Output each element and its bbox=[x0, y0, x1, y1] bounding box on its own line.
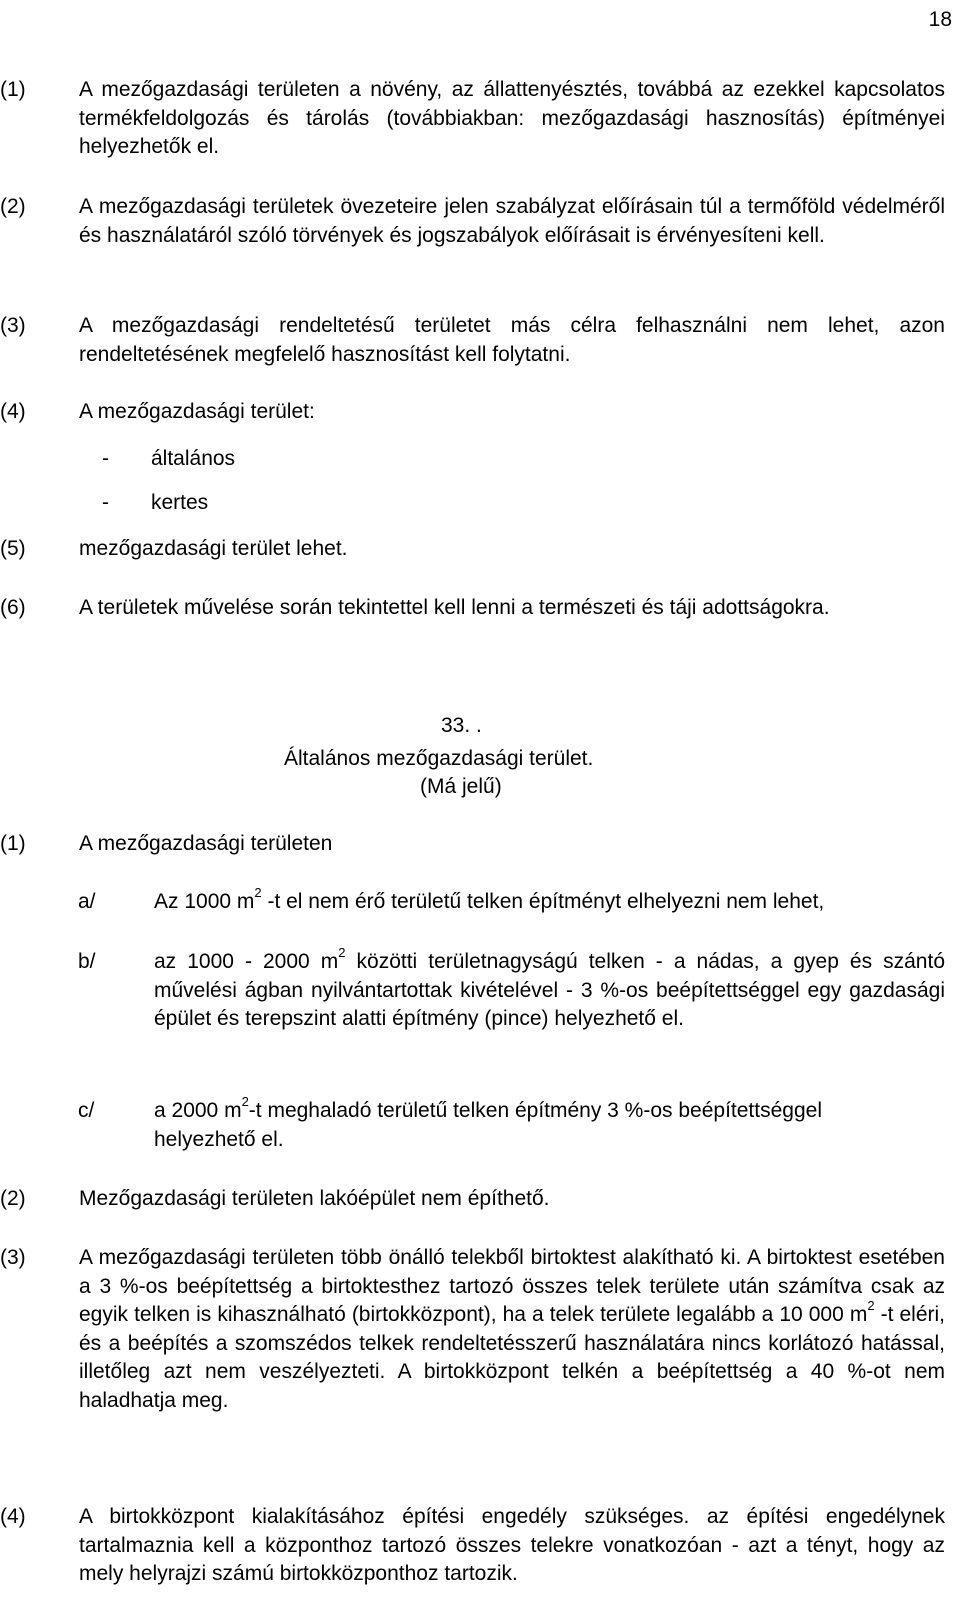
section-title: Általános mezőgazdasági terület. bbox=[284, 747, 594, 770]
paragraph-number: (2) bbox=[0, 1187, 26, 1210]
paragraph-text: Mezőgazdasági területen lakóépület nem építhető. bbox=[79, 1187, 550, 1210]
list-label: kertes bbox=[151, 491, 209, 514]
paragraph-text: A mezőgazdasági területen a növény, az állattenyésztés, továbbá az ezekkel kapcsolatos termékfeldolgozás és tárolás (továbbiakban: mezőgazdasági hasznosítás) építményei helyezhetők el. bbox=[79, 78, 945, 158]
paragraph-number: (2) bbox=[0, 195, 26, 218]
paragraph-3 bbox=[0, 312, 945, 369]
paragraph-text: A területek művelése során tekintettel kell lenni a természeti és táji adottságokra. bbox=[79, 596, 830, 619]
paragraph-number: (4) bbox=[0, 400, 26, 423]
superscript: 2 bbox=[867, 1298, 875, 1313]
list-dash: - bbox=[102, 491, 109, 514]
paragraph-number: (1) bbox=[0, 78, 26, 101]
paragraph-text: A birtokközpont kialakításához építési engedély szükséges. az építési engedélynek tartalmaznia kell a központhoz tartozó összes telekre vonatkozóan - azt a tényt, hogy az mely helyrajzi számú birtokközponthoz tartozik. bbox=[79, 1505, 945, 1585]
sub-item-text: az 1000 - 2000 $m^2$ közötti területnagyságú telken - a nádas, a gyep és szántó művelési ágban nyilvántartottak kivételével - 3 %-os beépítettséggel egy gazdasági épület és terepszint alatti építmény (pince) helyezhető el. bbox=[154, 945, 946, 1030]
paragraph-text: A mezőgazdasági rendeltetésű területet más célra felhasználni nem lehet, azon rendeltetésének megfelelő hasznosítást kell folytatni. bbox=[79, 314, 945, 366]
sub-item-text: a 2000 $m^2-t$ meghaladó területű telken építmény 3 %-os beépítettséggel helyezhető el. bbox=[154, 1094, 822, 1151]
sub-item-label: c/ bbox=[78, 1099, 95, 1122]
paragraph-5 bbox=[0, 535, 945, 564]
section-subtitle: (Má jelű) bbox=[420, 775, 502, 798]
sub-item-a bbox=[78, 885, 908, 917]
paragraph-number: (4) bbox=[0, 1505, 26, 1528]
section-number: 33. . bbox=[441, 714, 482, 737]
paragraph-number: (3) bbox=[0, 314, 26, 337]
list-label: általános bbox=[151, 447, 236, 470]
paragraph-text: A mezőgazdasági terület: bbox=[79, 400, 315, 423]
paragraph-number: (3) bbox=[0, 1246, 26, 1269]
paragraph-4 bbox=[0, 398, 945, 427]
section-paragraph-1 bbox=[0, 830, 945, 859]
paragraph-text: mezőgazdasági terület lehet. bbox=[79, 537, 348, 560]
paragraph-text: A mezőgazdasági területen bbox=[79, 832, 333, 855]
sub-item-label: b/ bbox=[78, 950, 96, 973]
section-paragraph-2 bbox=[0, 1185, 945, 1214]
superscript: 2 bbox=[254, 885, 262, 900]
paragraph-number: (6) bbox=[0, 596, 26, 619]
paragraph-2 bbox=[0, 193, 945, 250]
paragraph-text: A mezőgazdasági területek övezeteire jelen szabályzat előírásain túl a termőföld védelméről és használatáról szóló törvények és jogszabályok előírásait is érvényesíteni kell. bbox=[79, 195, 945, 247]
section-paragraph-4 bbox=[0, 1503, 945, 1589]
paragraph-text: A mezőgazdasági területen több önálló telekből birtoktest alakítható ki. A birtoktest esetében a 3 %-os beépítettség a birtoktesthez tartozó összes telek területe után számítva csak az egyik telken is kihasználható (birtokközpont), ha a telek területe legalább a 10 000 $m^2$ -t eléri, és a beépítés a szomszédos telkek rendeltetésszerű használatára nincs korlátozó hatással, illetőleg azt nem veszélyezteti. A birtokközpont telkén a beépítettség a 40 %-ot nem haladhatja meg. bbox=[79, 1246, 946, 1412]
superscript: 2 bbox=[338, 945, 346, 960]
sub-item-label: a/ bbox=[78, 890, 96, 913]
paragraph-number: (1) bbox=[0, 832, 26, 855]
paragraph-6 bbox=[0, 594, 945, 623]
paragraph-1 bbox=[0, 76, 945, 162]
paragraph-number: (5) bbox=[0, 537, 26, 560]
sub-item-b bbox=[78, 945, 946, 1034]
list-dash: - bbox=[102, 447, 109, 470]
sub-item-text: Az 1000 $m^2$ -t el nem érő területű telken építményt elhelyezni nem lehet, bbox=[154, 885, 825, 913]
page-number: 18 bbox=[928, 8, 952, 31]
section-paragraph-3 bbox=[0, 1244, 945, 1415]
superscript: 2 bbox=[241, 1094, 249, 1109]
sub-item-c bbox=[78, 1094, 918, 1154]
